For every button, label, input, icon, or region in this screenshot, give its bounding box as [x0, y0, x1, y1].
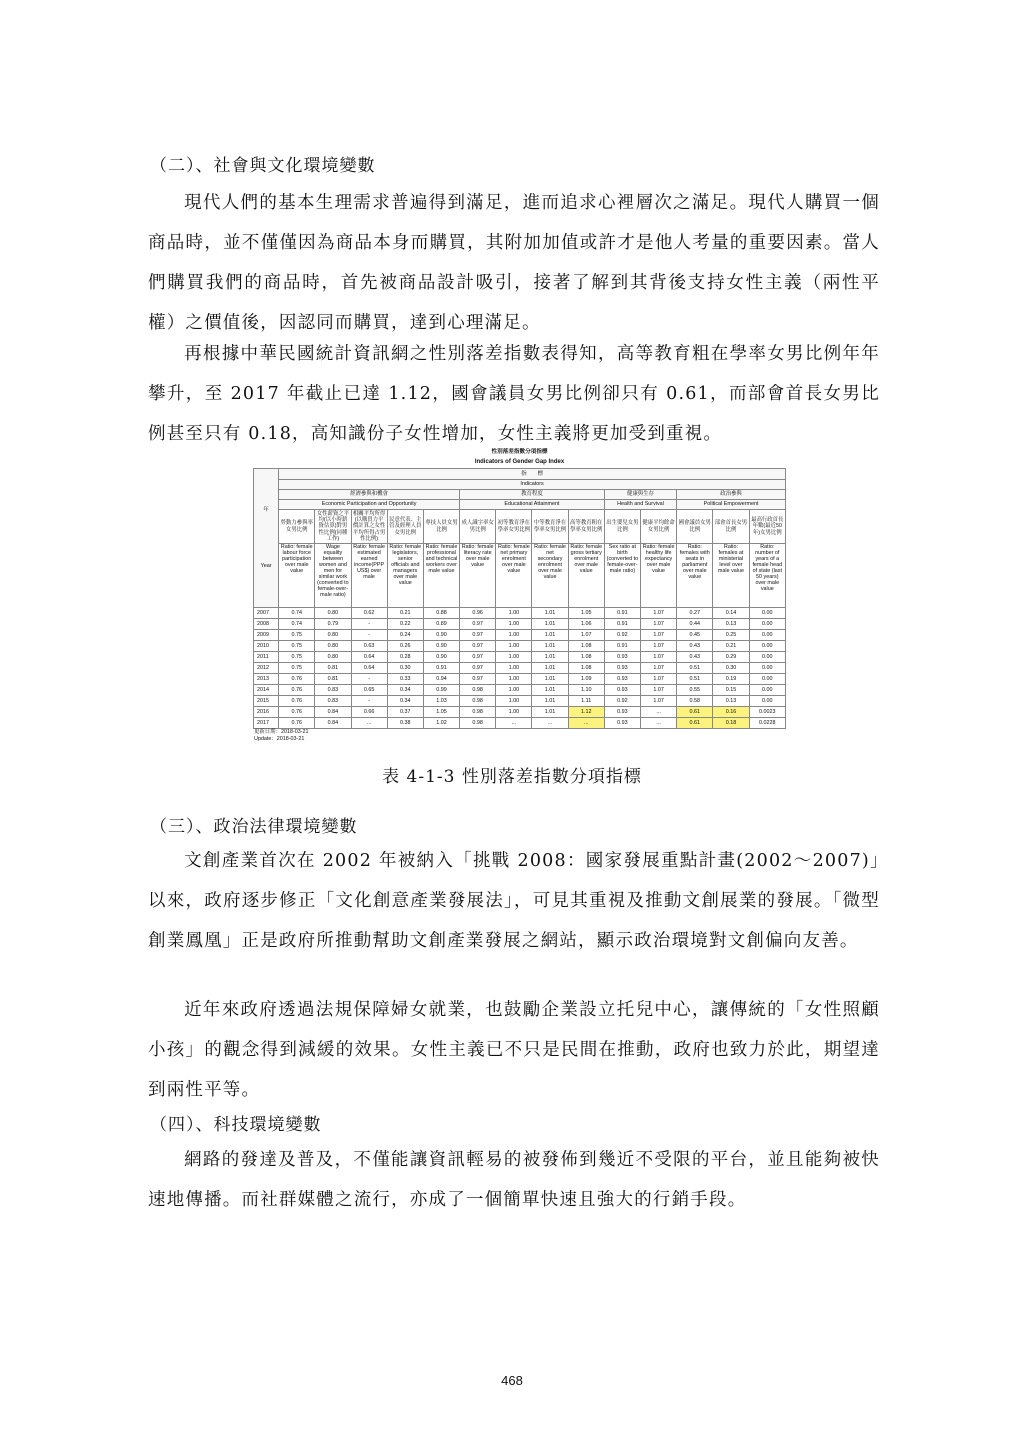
value-cell: 1.01: [532, 641, 568, 652]
value-cell: 0.65: [351, 685, 387, 696]
paragraph-political-2: [148, 990, 880, 1110]
value-cell: 1.00: [496, 707, 532, 718]
value-cell: 0.43: [677, 652, 713, 663]
table-row: [254, 718, 786, 729]
category-header-en: Political Empowerment: [677, 500, 786, 510]
value-cell: 0.66: [351, 707, 387, 718]
value-cell: 0.27: [677, 608, 713, 619]
paragraph-social-2: [148, 334, 880, 454]
value-cell: 0.80: [315, 608, 351, 619]
column-header-zh: 專技人員女男比例: [423, 510, 459, 544]
value-cell: 0.19: [713, 674, 749, 685]
column-header-zh: 勞動力參與率女男比例: [279, 510, 315, 544]
gender-gap-table-figure: [253, 448, 786, 754]
column-header-zh: 最高行政首長年數(最近50年)女男比例: [749, 510, 785, 544]
value-cell: 0.51: [677, 674, 713, 685]
value-cell: 0.93: [604, 718, 640, 729]
value-cell: 1.07: [568, 630, 604, 641]
value-cell: 1.02: [423, 718, 459, 729]
value-cell: 0.94: [423, 674, 459, 685]
value-cell: 0.84: [315, 707, 351, 718]
value-cell: 0.00: [749, 608, 785, 619]
value-cell: 0.88: [423, 608, 459, 619]
value-cell: 0.97: [460, 641, 496, 652]
value-cell: 1.01: [532, 674, 568, 685]
value-cell: 1.08: [568, 641, 604, 652]
value-cell: -: [351, 619, 387, 630]
value-cell: 0.24: [387, 630, 423, 641]
section-heading-social: （二）、社會與文化環境變數: [150, 156, 376, 176]
value-cell: 1.05: [423, 707, 459, 718]
value-cell: 0.44: [677, 619, 713, 630]
value-cell: 1.07: [641, 619, 677, 630]
value-cell: 1.10: [568, 685, 604, 696]
value-cell: 0.64: [351, 663, 387, 674]
value-cell: 0.34: [387, 696, 423, 707]
column-header-zh: 中等教育淨在學率女男比例: [532, 510, 568, 544]
paragraph-text: 再根據中華民國統計資訊網之性別落差指數表得知，高等教育粗在學率女男比例年年攀升，至 2017 年截止已達 1.12，國會議員女男比例卻只有 0.61，而部會首長女男比例甚至只有 0.18，高知識份子女性增加，女性主義將更加受到重視。: [148, 344, 880, 444]
year-cell: 2007: [254, 608, 279, 619]
category-header-zh: 教育程度: [460, 490, 605, 500]
column-header-zh: 成人識字率女男比例: [460, 510, 496, 544]
column-header-en: Ratio: females at ministerial level over male value: [713, 544, 749, 608]
paragraph-text: 現代人們的基本生理需求普遍得到滿足，進而追求心裡層次之滿足。現代人購買一個商品時，並不僅僅因為商品本身而購買，其附加加值或許才是他人考量的重要因素。當人們購買我們的商品時，首先被商品設計吸引，接著了解到其背後支持女性主義（兩性平權）之價值後，因認同而購買，達到心理滿足。: [148, 193, 880, 333]
category-header-zh: 政治參與: [677, 490, 786, 500]
value-cell: 0.00: [749, 696, 785, 707]
value-cell: ...: [532, 718, 568, 729]
value-cell: -: [351, 696, 387, 707]
column-header-en: Ratio: female gross tertiary enrolment over male value: [568, 544, 604, 608]
value-cell: 0.97: [460, 619, 496, 630]
value-cell: 0.22: [387, 619, 423, 630]
value-cell: 0.76: [279, 707, 315, 718]
value-cell: 1.00: [496, 663, 532, 674]
value-cell: 0.75: [279, 663, 315, 674]
value-cell: 0.51: [677, 663, 713, 674]
value-cell: ...: [496, 718, 532, 729]
value-cell: ...: [351, 718, 387, 729]
value-cell: 0.84: [315, 718, 351, 729]
value-cell: 0.62: [351, 608, 387, 619]
value-cell: 0.38: [387, 718, 423, 729]
value-cell: 0.30: [387, 663, 423, 674]
column-header-zh: 部會首長女男比例: [713, 510, 749, 544]
year-header: [254, 469, 279, 608]
value-cell: 0.90: [423, 652, 459, 663]
value-cell: -: [351, 674, 387, 685]
value-cell: 0.92: [604, 630, 640, 641]
value-cell: 1.01: [532, 685, 568, 696]
value-cell: 0.90: [423, 641, 459, 652]
value-cell: 1.00: [496, 685, 532, 696]
value-cell: 0.14: [713, 608, 749, 619]
value-cell: 0.97: [460, 663, 496, 674]
value-cell: 0.96: [460, 608, 496, 619]
value-cell: 0.81: [315, 663, 351, 674]
year-cell: 2012: [254, 663, 279, 674]
value-cell: 0.80: [315, 652, 351, 663]
value-cell: 0.80: [315, 630, 351, 641]
value-cell: 1.00: [496, 608, 532, 619]
paragraph-text: 近年來政府透過法規保障婦女就業，也鼓勵企業設立托兒中心，讓傳統的「女性照顧小孩」的觀念得到減緩的效果。女性主義已不只是民間在推動，政府也致力於此，期望達到兩性平等。: [148, 1000, 880, 1100]
column-header-zh: 相關平均所得(以購買力平價計算之女性平均所得占男性比例): [352, 511, 386, 542]
column-header-en: Ratio: female labour force participation over male value: [279, 544, 315, 608]
category-header-zh: 經濟參與和機會: [279, 490, 460, 500]
value-cell: 0.21: [387, 608, 423, 619]
value-cell: 1.00: [496, 674, 532, 685]
value-cell: 1.07: [641, 608, 677, 619]
value-cell: 1.08: [568, 663, 604, 674]
column-header-en: Ratio: female literacy rate over male value: [460, 544, 496, 608]
value-cell: -: [351, 630, 387, 641]
year-cell: 2009: [254, 630, 279, 641]
column-header-en: Sex ratio at birth (converted to female-over-male ratio): [604, 544, 640, 608]
column-header-en: Ratio: female net primary enrolment over male value: [496, 544, 532, 608]
value-cell: 1.01: [532, 608, 568, 619]
column-header-zh: 出生嬰兒女男比例: [604, 510, 640, 544]
paragraph-political-1: [148, 841, 880, 961]
value-cell: 0.25: [713, 630, 749, 641]
value-cell: 0.98: [460, 707, 496, 718]
value-cell: 1.00: [496, 696, 532, 707]
value-cell: 0.76: [279, 674, 315, 685]
value-cell: 1.01: [532, 652, 568, 663]
value-cell: 0.63: [351, 641, 387, 652]
column-header-en: Ratio: female healthy life expectancy over male value: [641, 544, 677, 608]
value-cell: 1.01: [532, 663, 568, 674]
value-cell: 0.76: [279, 718, 315, 729]
category-header-en: Economic Participation and Opportunity: [279, 500, 460, 510]
value-cell: 0.93: [604, 685, 640, 696]
year-header-zh: 年: [263, 506, 269, 513]
value-cell: 0.97: [460, 630, 496, 641]
value-cell: 0.16: [713, 707, 749, 718]
value-cell: 1.11: [568, 696, 604, 707]
value-cell: 0.00: [749, 674, 785, 685]
value-cell: 0.93: [604, 674, 640, 685]
value-cell: 0.97: [460, 674, 496, 685]
year-cell: 2014: [254, 685, 279, 696]
column-header-zh: 健康平均餘命女男比例: [641, 510, 677, 544]
value-cell: 0.81: [315, 674, 351, 685]
category-header-en: Health and Survival: [604, 500, 676, 510]
table-footnote-zh: 更新日期：2018-03-21: [254, 729, 309, 735]
value-cell: 1.07: [641, 674, 677, 685]
value-cell: 0.33: [387, 674, 423, 685]
year-header-en: Year: [260, 563, 272, 569]
column-header-zh: 女性薪資之平均(以小時薪資估算)對男性比例(同種工作): [316, 511, 350, 542]
table-row: [254, 674, 786, 685]
year-cell: 2017: [254, 718, 279, 729]
table-row: [254, 619, 786, 630]
column-header-en: Ratio: number of years of a female head of state (last 50 years) over male value: [749, 544, 785, 608]
value-cell: 0.91: [423, 663, 459, 674]
column-header-en: Ratio: female professional and technical workers over male value: [423, 544, 459, 608]
year-cell: 2013: [254, 674, 279, 685]
value-cell: 0.43: [677, 641, 713, 652]
paragraph-text: 網路的發達及普及，不僅能讓資訊輕易的被發佈到幾近不受限的平台，並且能夠被快速地傳播。而社群媒體之流行，亦成了一個簡單快速且強大的行銷手段。: [148, 1150, 880, 1210]
table-title-en: Indicators of Gender Gap Index: [474, 459, 565, 466]
year-cell: 2010: [254, 641, 279, 652]
value-cell: 0.0228: [749, 718, 785, 729]
value-cell: 0.00: [749, 663, 785, 674]
value-cell: 0.21: [713, 641, 749, 652]
value-cell: 0.83: [315, 685, 351, 696]
value-cell: 1.12: [568, 707, 604, 718]
value-cell: 0.0023: [749, 707, 785, 718]
value-cell: 1.07: [641, 696, 677, 707]
value-cell: 0.91: [604, 641, 640, 652]
column-header-en: Ratio: females with seats in parliament over male value: [677, 544, 713, 608]
value-cell: 0.98: [460, 696, 496, 707]
column-header-zh: 高等教育粗在學率女男比例: [568, 510, 604, 544]
value-cell: 0.76: [279, 685, 315, 696]
column-header-zh: 國會議員女男比例: [677, 510, 713, 544]
value-cell: 0.30: [713, 663, 749, 674]
value-cell: 0.13: [713, 696, 749, 707]
value-cell: 0.58: [677, 696, 713, 707]
value-cell: 1.07: [641, 685, 677, 696]
paragraph-tech-1: [148, 1140, 880, 1220]
value-cell: 0.75: [279, 641, 315, 652]
table-row: [254, 696, 786, 707]
value-cell: 0.98: [460, 685, 496, 696]
value-cell: 0.93: [604, 663, 640, 674]
table-footnote-en: Update：2018-03-21: [254, 736, 305, 742]
value-cell: 0.76: [279, 696, 315, 707]
paragraph-social-1: [148, 183, 880, 343]
column-header-en: Ratio: female estimated earned income(PPP US$) over male: [351, 544, 387, 608]
value-cell: 0.91: [604, 608, 640, 619]
value-cell: 0.74: [279, 608, 315, 619]
table-row: [254, 641, 786, 652]
year-cell: 2016: [254, 707, 279, 718]
table-row: [254, 685, 786, 696]
value-cell: 1.00: [496, 641, 532, 652]
column-header-zh: 民意代表、主管及經理人員女男比例: [387, 510, 423, 544]
value-cell: 0.93: [604, 707, 640, 718]
year-cell: 2015: [254, 696, 279, 707]
value-cell: ...: [568, 718, 604, 729]
value-cell: 0.29: [713, 652, 749, 663]
value-cell: 1.05: [568, 608, 604, 619]
value-cell: 0.34: [387, 685, 423, 696]
year-cell: 2011: [254, 652, 279, 663]
value-cell: 0.45: [677, 630, 713, 641]
value-cell: 0.55: [677, 685, 713, 696]
value-cell: 0.75: [279, 630, 315, 641]
value-cell: 0.26: [387, 641, 423, 652]
category-header-zh: 健康與生存: [604, 490, 676, 500]
value-cell: 0.75: [279, 652, 315, 663]
value-cell: 0.13: [713, 619, 749, 630]
section-heading-tech: （四）、科技環境變數: [150, 1115, 322, 1135]
value-cell: 0.61: [677, 718, 713, 729]
value-cell: 1.01: [532, 619, 568, 630]
value-cell: 1.07: [641, 663, 677, 674]
value-cell: 1.00: [496, 630, 532, 641]
value-cell: 0.00: [749, 630, 785, 641]
table-row: [254, 663, 786, 674]
value-cell: 1.03: [423, 696, 459, 707]
table-caption: 表 4-1-3 性別落差指數分項指標: [382, 767, 642, 787]
value-cell: 0.00: [749, 619, 785, 630]
value-cell: 0.90: [423, 630, 459, 641]
column-header-en: Ratio: female net secondary enrolment over male value: [532, 544, 568, 608]
value-cell: 0.74: [279, 619, 315, 630]
value-cell: 1.07: [641, 652, 677, 663]
value-cell: 1.07: [641, 630, 677, 641]
value-cell: 0.92: [604, 696, 640, 707]
value-cell: 0.93: [604, 652, 640, 663]
table-row: [254, 707, 786, 718]
value-cell: 1.07: [641, 641, 677, 652]
value-cell: 0.37: [387, 707, 423, 718]
value-cell: 0.91: [604, 619, 640, 630]
column-header-zh: 初等教育淨在學率女男比例: [496, 510, 532, 544]
indicator-header-zh: 指 標: [279, 469, 786, 480]
indicator-header-en: Indicators: [279, 480, 786, 490]
value-cell: 1.01: [532, 696, 568, 707]
value-cell: 0.61: [677, 707, 713, 718]
value-cell: 0.00: [749, 685, 785, 696]
value-cell: 0.00: [749, 652, 785, 663]
category-header-en: Educational Attainment: [460, 500, 605, 510]
table-row: [254, 652, 786, 663]
value-cell: 0.98: [460, 718, 496, 729]
value-cell: 0.28: [387, 652, 423, 663]
value-cell: 0.97: [460, 652, 496, 663]
value-cell: 0.64: [351, 652, 387, 663]
value-cell: 0.89: [423, 619, 459, 630]
gender-gap-table: [253, 448, 786, 729]
section-heading-political: （三）、政治法律環境變數: [150, 817, 358, 837]
value-cell: 1.09: [568, 674, 604, 685]
value-cell: 1.01: [532, 707, 568, 718]
value-cell: 0.18: [713, 718, 749, 729]
value-cell: 0.79: [315, 619, 351, 630]
value-cell: ...: [641, 707, 677, 718]
paragraph-text: 文創產業首次在 2002 年被納入「挑戰 2008：國家發展重點計畫(2002～2007)」以來，政府逐步修正「文化創意產業發展法」，可見其重視及推動文創展業的發展。「微型創業鳳凰」正是政府所推動幫助文創產業發展之網站，顯示政治環境對文創偏向友善。: [148, 851, 880, 951]
value-cell: 0.00: [749, 641, 785, 652]
table-row: [254, 608, 786, 619]
year-cell: 2008: [254, 619, 279, 630]
value-cell: 1.00: [496, 652, 532, 663]
value-cell: 0.15: [713, 685, 749, 696]
value-cell: 1.00: [496, 619, 532, 630]
value-cell: 1.06: [568, 619, 604, 630]
value-cell: 0.83: [315, 696, 351, 707]
page-number: 468: [501, 1373, 523, 1388]
table-title-zh: 性別落差指數分項指標: [491, 449, 548, 456]
value-cell: 1.08: [568, 652, 604, 663]
value-cell: 0.99: [423, 685, 459, 696]
column-header-en: Ratio: female legislators, senior officials and managers over male value: [387, 544, 423, 608]
value-cell: 0.80: [315, 641, 351, 652]
value-cell: 1.01: [532, 630, 568, 641]
table-row: [254, 630, 786, 641]
value-cell: ...: [641, 718, 677, 729]
column-header-en: Wage equality between women and men for similar work (converted to female-over-male ratio): [315, 544, 351, 608]
